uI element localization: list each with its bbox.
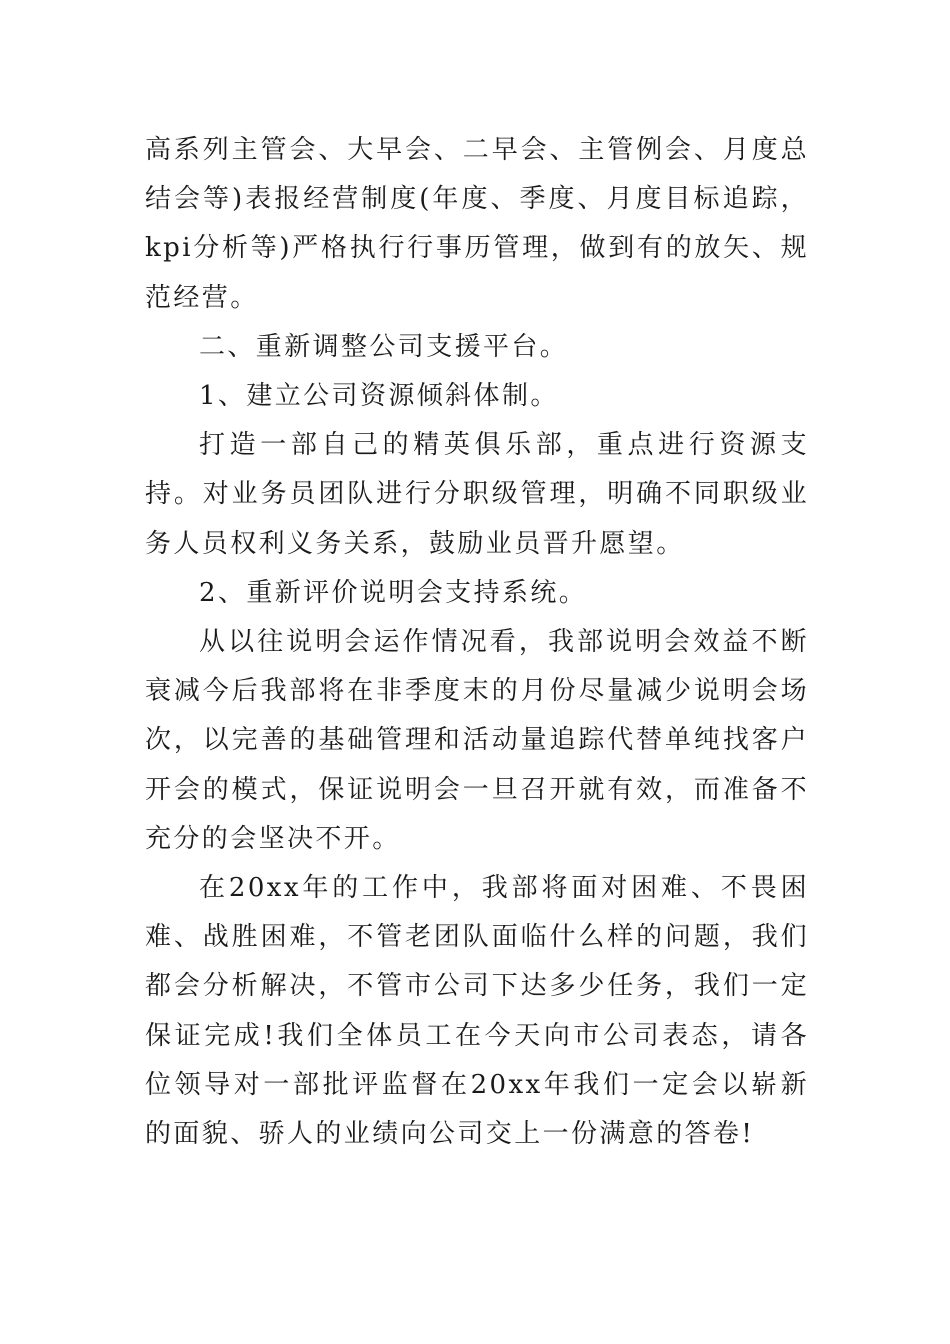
document-body — [145, 126, 809, 1159]
paragraph-meeting-system: 高系列主管会、大早会、二早会、主管例会、月度总结会等)表报经营制度(年度、季度、月度目标追踪，kpi分析等)严格执行行事历管理，做到有的放矢、规范经营。 — [145, 135, 809, 313]
heading-resource-system: 1、建立公司资源倾斜体制。 — [199, 381, 559, 412]
paragraph-elite-club: 打造一部自己的精英俱乐部，重点进行资源支持。对业务员团队进行分职级管理，明确不同职级业务人员权利义务关系，鼓励业员晋升愿望。 — [145, 430, 809, 559]
heading-support-platform: 二、重新调整公司支援平台。 — [199, 331, 569, 362]
paragraph-briefing-review: 从以往说明会运作情况看，我部说明会效益不断衰减今后我部将在非季度末的月份尽量减少说明会场次，以完善的基础管理和活动量追踪代替单纯找客户开会的模式，保证说明会一旦召开就有效，而准备不充分的会坚决不开。 — [145, 627, 809, 854]
paragraph-commitment: 在20xx年的工作中，我部将面对困难、不畏困难、战胜困难，不管老团队面临什么样的问题，我们都会分析解决，不管市公司下达多少任务，我们一定保证完成!我们全体员工在今天向市公司表态，请各位领导对一部批评监督在20xx年我们一定会以崭新的面貌、骄人的业绩向公司交上一份满意的答卷! — [145, 873, 809, 1150]
heading-briefing-system: 2、重新评价说明会支持系统。 — [199, 577, 588, 608]
